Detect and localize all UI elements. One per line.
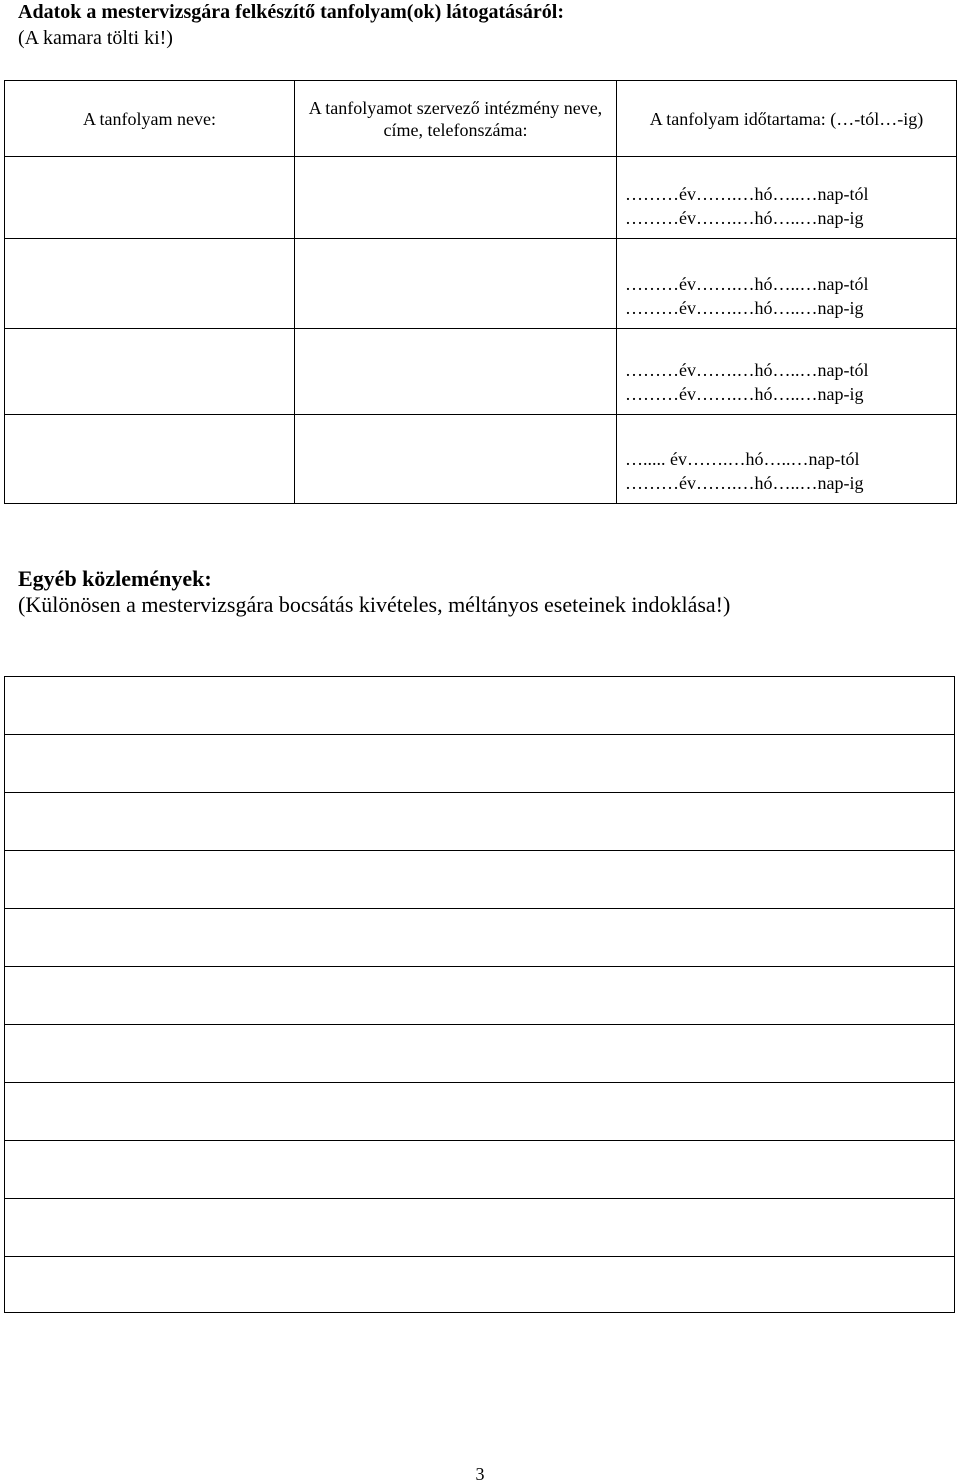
institution-cell[interactable] (295, 239, 617, 329)
page-number: 3 (475, 1464, 485, 1484)
column-header-course-name: A tanfolyam neve: (5, 81, 295, 157)
writing-line[interactable] (5, 1141, 954, 1199)
writing-line[interactable] (5, 1083, 954, 1141)
course-name-cell[interactable] (5, 157, 295, 239)
date-to: ………év…….…hó…..…nap-ig (625, 384, 864, 404)
other-notes-writing-area[interactable] (4, 676, 955, 1313)
date-from: ………év…….…hó…..…nap-tól (625, 274, 869, 294)
date-from: ………év…….…hó…..…nap-tól (625, 360, 869, 380)
course-name-cell[interactable] (5, 329, 295, 415)
course-name-cell[interactable] (5, 415, 295, 504)
institution-cell[interactable] (295, 157, 617, 239)
column-header-institution: A tanfolyamot szervező intézmény neve, címe, telefonszáma: (295, 81, 617, 157)
table-row (5, 415, 957, 504)
page-subtitle: (A kamara tölti ki!) (18, 27, 173, 49)
institution-cell[interactable] (295, 415, 617, 504)
other-notes-description: (Különösen a mestervizsgára bocsátás kivételes, méltányos eseteinek indoklása!) (18, 592, 731, 617)
table-row (5, 157, 957, 239)
course-table (4, 80, 957, 504)
other-notes-title: Egyéb közlemények: (18, 566, 212, 591)
duration-cell[interactable] (617, 157, 957, 239)
writing-line[interactable] (5, 677, 954, 735)
page-title: Adatok a mestervizsgára felkészítő tanfolyam(ok) látogatásáról: (18, 1, 565, 23)
date-from: ………év…….…hó…..…nap-tól (625, 184, 869, 204)
course-name-cell[interactable] (5, 239, 295, 329)
date-to: ………év…….…hó…..…nap-ig (625, 298, 864, 318)
date-from: …..... év…….…hó…..…nap-tól (625, 449, 860, 469)
column-header-duration: A tanfolyam időtartama: (…-tól…-ig) (617, 81, 957, 157)
writing-line[interactable] (5, 793, 954, 851)
date-to: ………év…….…hó…..…nap-ig (625, 473, 864, 493)
writing-line[interactable] (5, 1025, 954, 1083)
writing-line[interactable] (5, 735, 954, 793)
table-row (5, 239, 957, 329)
duration-cell[interactable] (617, 329, 957, 415)
writing-line[interactable] (5, 1257, 954, 1314)
writing-line[interactable] (5, 909, 954, 967)
duration-cell[interactable] (617, 239, 957, 329)
table-header-row (5, 81, 957, 157)
writing-line[interactable] (5, 851, 954, 909)
date-to: ………év…….…hó…..…nap-ig (625, 208, 864, 228)
writing-line[interactable] (5, 967, 954, 1025)
writing-line[interactable] (5, 1199, 954, 1257)
table-row (5, 329, 957, 415)
duration-cell[interactable] (617, 415, 957, 504)
institution-cell[interactable] (295, 329, 617, 415)
